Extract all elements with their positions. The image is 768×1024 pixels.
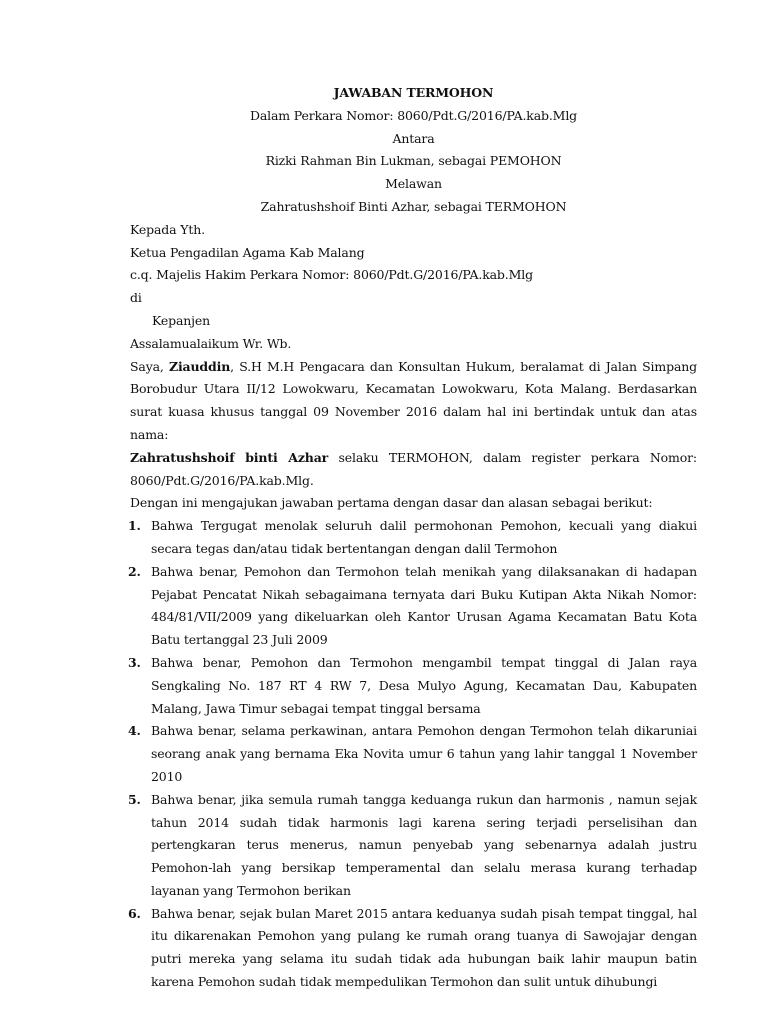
respondent-name: Zahratushshoif binti Azhar: [130, 449, 329, 465]
list-item: [130, 515, 697, 561]
address-at: di: [130, 290, 142, 306]
list-item-text: Bahwa benar, jika semula rumah tangga keduanga rukun dan harmonis , namun sejak tahun 2014 sudah tidak harmonis lagi karena sering terjadi perselisihan dan pertengkaran terus menerus, namun penyebab yang sebenarnya adalah justru Pemohon-lah yang bersikap temperamental dan selalu merasa kurang terhadap layanan yang Termohon berikan: [151, 791, 697, 898]
between-label: Antara: [392, 130, 435, 146]
list-item: [130, 903, 697, 994]
list-item: [130, 720, 697, 788]
document-header: [130, 82, 697, 219]
list-item: [130, 789, 697, 903]
address-recipient: Ketua Pengadilan Agama Kab Malang: [130, 244, 365, 260]
intro-paragraph-2: [130, 447, 697, 493]
respondent-line: Zahratushshoif Binti Azhar, sebagai TERMOHON: [260, 198, 567, 214]
document-body: [130, 82, 697, 994]
address-block: [130, 219, 697, 333]
address-cq: c.q. Majelis Hakim Perkara Nomor: 8060/Pdt.G/2016/PA.kab.Mlg: [130, 267, 533, 283]
list-item: [130, 652, 697, 720]
list-item-number: 4.: [128, 723, 141, 739]
lawyer-name: Ziauddin: [168, 358, 231, 374]
document-title: JAWABAN TERMOHON: [333, 85, 494, 100]
intro-p2-rest: selaku TERMOHON, dalam register perkara Nomor: 8060/Pdt.G/2016/PA.kab.Mlg.: [130, 449, 697, 488]
list-item-text: Bahwa benar, sejak bulan Maret 2015 antara keduanya sudah pisah tempat tinggal, hal itu dikarenakan Pemohon yang pulang ke rumah orang tuanya di Sawojajar dengan putri mereka yang selama itu sudah tidak ada hubungan baik lahir maupun batin karena Pemohon sudah tidak mempedulikan Termohon dan sulit untuk dihubungi: [151, 905, 697, 990]
intro-p1-rest: , S.H M.H Pengacara dan Konsultan Hukum, beralamat di Jalan Simpang Borobudur Utara II/12 Lowokwaru, Kecamatan Lowokwaru, Kota Malang. Berdasarkan surat kuasa khusus tanggal 09 November 2016 dalam hal ini bertindak untuk dan atas nama:: [130, 358, 697, 442]
greeting: Assalamualaikum Wr. Wb.: [130, 335, 292, 351]
intro-p1-start: Saya,: [130, 358, 169, 374]
list-item-text: Bahwa Tergugat menolak seluruh dalil permohonan Pemohon, kecuali yang diakui secara tegas dan/atau tidak bertentangan dengan dalil Termohon: [151, 518, 697, 556]
address-place: Kepanjen: [152, 312, 211, 328]
intro-paragraph-3: Dengan ini mengajukan jawaban pertama dengan dasar dan alasan sebagai berikut:: [130, 495, 653, 511]
list-item-number: 5.: [128, 791, 141, 807]
case-number-line: Dalam Perkara Nomor: 8060/Pdt.G/2016/PA.kab.Mlg: [249, 107, 578, 123]
points-list: [130, 515, 697, 994]
list-item: [130, 561, 697, 652]
list-item-text: Bahwa benar, selama perkawinan, antara Pemohon dengan Termohon telah dikaruniai seorang anak yang bernama Eka Novita umur 6 tahun yang lahir tanggal 1 November 2010: [151, 723, 697, 784]
list-item-text: Bahwa benar, Pemohon dan Termohon mengambil tempat tinggal di Jalan raya Sengkaling No. 187 RT 4 RW 7, Desa Mulyo Agung, Kecamatan Dau, Kabupaten Malang, Jawa Timur sebagai tempat tinggal bersama: [151, 654, 697, 716]
applicant-line: Rizki Rahman Bin Lukman, sebagai PEMOHON: [265, 153, 562, 169]
list-item-number: 3.: [128, 654, 141, 670]
list-item-text: Bahwa benar, Pemohon dan Termohon telah menikah yang dilaksanakan di hadapan Pejabat Pencatat Nikah sebagaimana ternyata dari Buku Kutipan Akta Nikah Nomor: 484/81/VII/2009 yang dikeluarkan oleh Kantor Urusan Agama Kecamatan Batu Kota Batu tertanggal 23 Juli 2009: [151, 563, 697, 648]
intro-paragraph-1: [130, 356, 697, 447]
versus-label: Melawan: [385, 176, 442, 192]
list-item-number: 1.: [128, 518, 141, 534]
list-item-number: 2.: [128, 563, 141, 579]
list-item-number: 6.: [128, 905, 141, 921]
address-to: Kepada Yth.: [130, 221, 205, 237]
